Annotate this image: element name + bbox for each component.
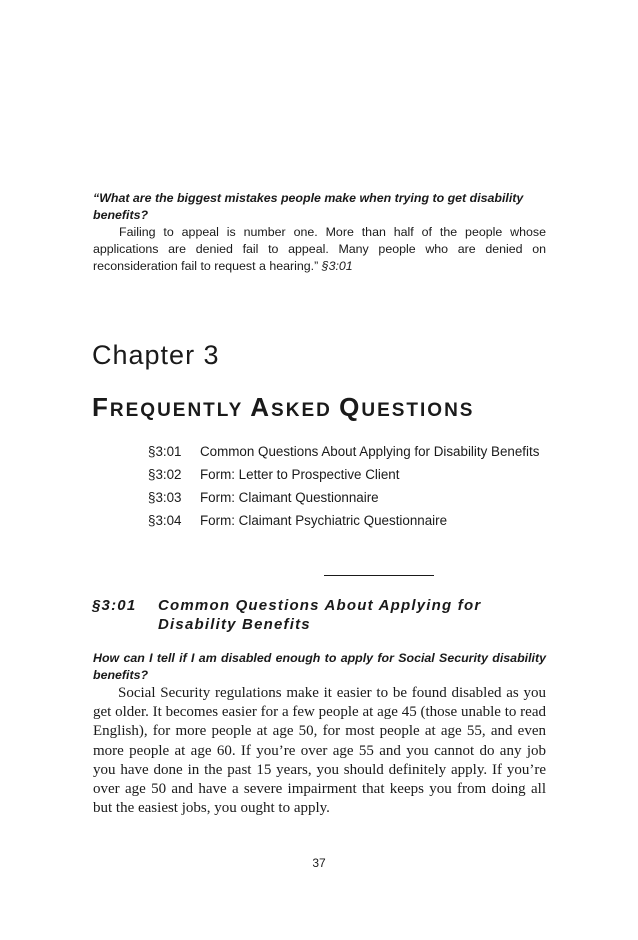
- toc-item-title: Common Questions About Applying for Disability Benefits: [200, 444, 540, 459]
- toc-item-number: §3:04: [148, 513, 182, 528]
- section-title: Common Questions About Applying for Disability Benefits: [158, 597, 482, 633]
- chapter-title-small-1: REQUENTLY: [109, 400, 251, 421]
- faq-question: How can I tell if I am disabled enough to apply for Social Security disability benefits?: [93, 651, 546, 682]
- section-number: §3:01: [92, 597, 137, 614]
- epigraph-answer-text: Failing to appeal is number one. More than half of the people whose applications are denied fail to appeal. Many people who are denied on reconsideration fail to request a hearing.”: [93, 225, 546, 273]
- epigraph: [93, 190, 546, 275]
- section-divider: [324, 575, 434, 576]
- chapter-title-cap-1: F: [92, 392, 110, 422]
- chapter-title-cap-2: A: [250, 392, 272, 422]
- toc-item: [148, 512, 548, 529]
- toc-item-number: §3:02: [148, 467, 182, 482]
- toc-item: [148, 489, 548, 506]
- chapter-label: Chapter 3: [92, 340, 220, 370]
- chapter-title-small-2: SKED: [271, 400, 340, 421]
- toc-item-number: §3:01: [148, 444, 182, 459]
- toc-item-title: Form: Letter to Prospective Client: [200, 467, 400, 482]
- table-of-contents: [148, 443, 548, 535]
- page-number: 37: [312, 856, 326, 870]
- epigraph-question: “What are the biggest mistakes people make when trying to get disability benefits?: [93, 191, 524, 222]
- chapter-title-cap-3: Q: [339, 392, 362, 422]
- chapter-title: [92, 392, 474, 423]
- toc-item: [148, 443, 548, 460]
- toc-item-number: §3:03: [148, 490, 182, 505]
- chapter-title-small-3: UESTIONS: [361, 400, 475, 421]
- toc-item: [148, 466, 548, 483]
- toc-item-title: Form: Claimant Psychiatric Questionnaire: [200, 513, 448, 528]
- epigraph-answer: [93, 224, 546, 275]
- toc-item-title: Form: Claimant Questionnaire: [200, 490, 379, 505]
- epigraph-citation: §3:01: [321, 259, 353, 273]
- faq-answer: Social Security regulations make it easier to be found disabled as you get older. It becomes easier for a few people at age 45 (those unable to read English), for more people at age 50, for most people at age 55, and even more people at age 60. If you’re over age 55 and you cannot do any job you have done in the past 15 years, you should definitely apply. If you’re over age 50 and have a severe impairment that keeps you from doing all but the easiest jobs, you ought to apply.: [93, 685, 546, 817]
- section-heading: [92, 596, 552, 634]
